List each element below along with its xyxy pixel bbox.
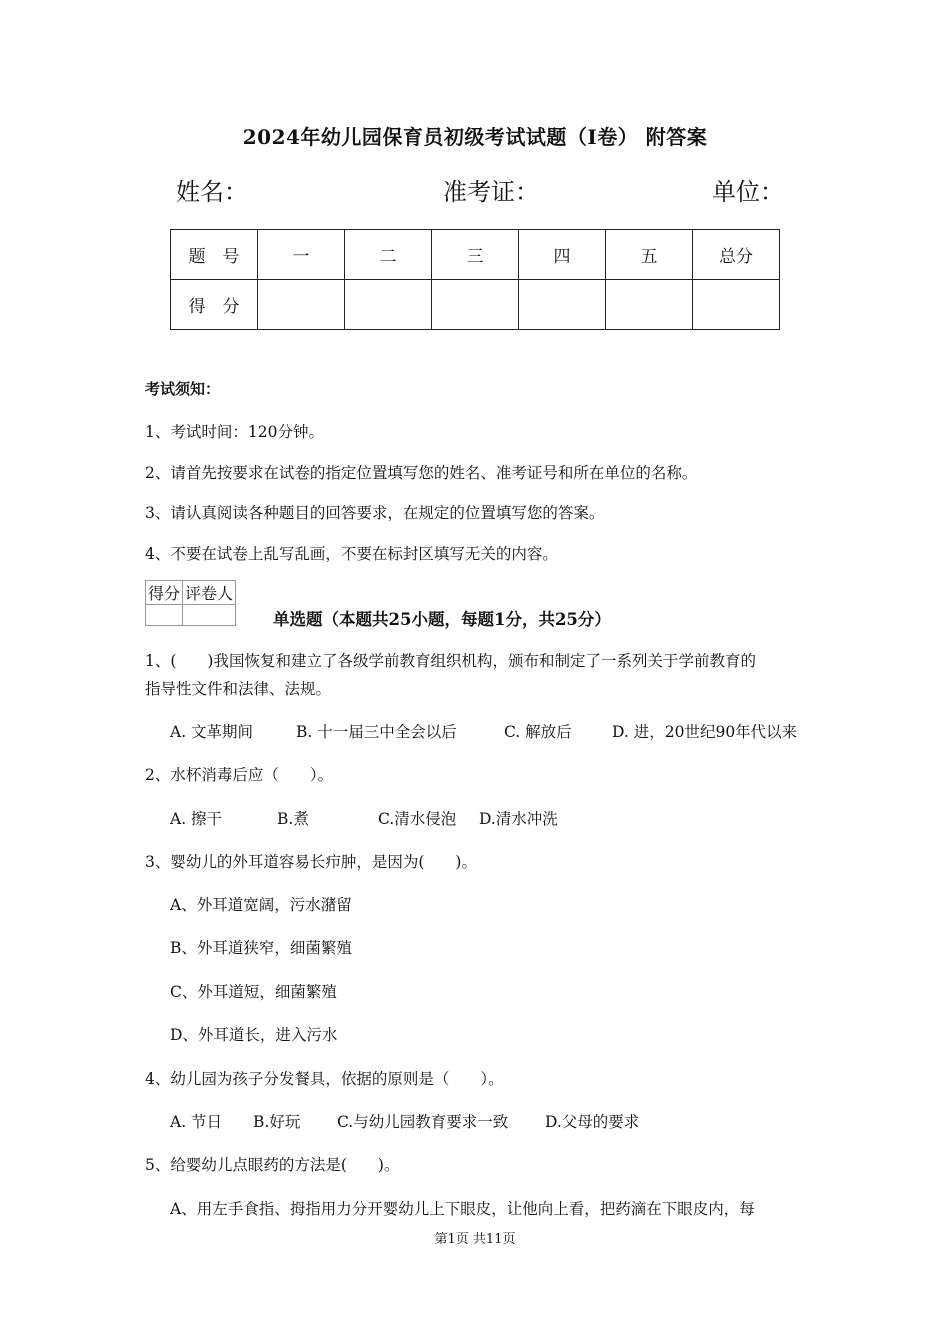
page-footer: 第1页 共11页: [434, 1232, 516, 1247]
question-2: 2、水杯消毒后应（ ）。: [145, 766, 334, 784]
q4-option-c[interactable]: C.与幼儿园教育要求一致: [337, 1113, 509, 1131]
score-header-cell: 五: [606, 230, 693, 280]
name-field-label: 姓名：: [176, 178, 248, 206]
section-title: 单选题（本题共25小题，每题1分，共25分）: [273, 610, 611, 629]
grader-box: [145, 580, 236, 626]
q1-option-b[interactable]: B. 十一届三中全会以后: [296, 723, 457, 741]
score-cell[interactable]: [258, 280, 345, 330]
q2-option-a[interactable]: A. 擦干: [170, 810, 223, 828]
score-cell[interactable]: [432, 280, 519, 330]
q1-option-a[interactable]: A. 文革期间: [170, 723, 254, 741]
q3-option-a[interactable]: A、外耳道宽阔，污水潴留: [170, 896, 352, 914]
score-header-cell: 题 号: [171, 230, 258, 280]
q2-option-b[interactable]: B.煮: [277, 810, 309, 828]
score-header-cell: 一: [258, 230, 345, 280]
question-3: 3、婴幼儿的外耳道容易长疖肿，是因为( )。: [145, 853, 477, 871]
q3-option-b[interactable]: B、外耳道狭窄，细菌繁殖: [170, 939, 352, 957]
grader-reviewer-label: 评卷人: [183, 581, 236, 605]
score-table: [170, 229, 780, 330]
q4-option-d[interactable]: D.父母的要求: [545, 1113, 640, 1131]
page-title: 2024年幼儿园保育员初级考试试题（I卷） 附答案: [242, 125, 708, 149]
question-1-line-1: 1、( )我国恢复和建立了各级学前教育组织机构，颁布和制定了一系列关于学前教育的: [145, 652, 756, 670]
question-5: 5、给婴幼儿点眼药的方法是( )。: [145, 1156, 400, 1174]
unit-field-label: 单位：: [712, 178, 784, 206]
grader-reviewer-cell[interactable]: [183, 605, 236, 626]
q5-option-a[interactable]: A、用左手食指、拇指用力分开婴幼儿上下眼皮，让他向上看，把药滴在下眼皮内，每: [170, 1200, 755, 1218]
q4-option-b[interactable]: B.好玩: [253, 1113, 301, 1131]
q3-option-d[interactable]: D、外耳道长，进入污水: [170, 1026, 338, 1044]
notice-item: 4、不要在试卷上乱写乱画，不要在标封区填写无关的内容。: [145, 545, 558, 563]
q1-option-c[interactable]: C. 解放后: [504, 723, 572, 741]
score-cell[interactable]: [606, 280, 693, 330]
q3-option-c[interactable]: C、外耳道短，细菌繁殖: [170, 983, 337, 1001]
grader-score-label: 得分: [146, 581, 183, 605]
q4-option-a[interactable]: A. 节日: [170, 1113, 223, 1131]
score-header-cell: 三: [432, 230, 519, 280]
question-1-line-2: 指导性文件和法律、法规。: [145, 680, 332, 698]
exam-id-field-label: 准考证：: [443, 178, 539, 206]
notice-heading: 考试须知：: [145, 380, 221, 398]
score-row-label: 得 分: [171, 280, 258, 330]
score-table-header-row: [171, 230, 780, 280]
notice-item: 3、请认真阅读各种题目的回答要求，在规定的位置填写您的答案。: [145, 504, 605, 522]
notice-item: 2、请首先按要求在试卷的指定位置填写您的姓名、准考证号和所在单位的名称。: [145, 464, 698, 482]
score-cell[interactable]: [519, 280, 606, 330]
score-table-score-row: [171, 280, 780, 330]
notice-item: 1、考试时间：120分钟。: [145, 423, 324, 441]
question-4: 4、幼儿园为孩子分发餐具，依据的原则是（ ）。: [145, 1070, 504, 1088]
score-cell[interactable]: [693, 280, 780, 330]
score-header-cell: 四: [519, 230, 606, 280]
q2-option-d[interactable]: D.清水冲洗: [479, 810, 558, 828]
q1-option-d[interactable]: D. 进，20世纪90年代以来: [612, 723, 798, 741]
score-header-cell: 二: [345, 230, 432, 280]
score-header-cell: 总分: [693, 230, 780, 280]
grader-score-cell[interactable]: [146, 605, 183, 626]
q2-option-c[interactable]: C.清水侵泡: [378, 810, 457, 828]
score-cell[interactable]: [345, 280, 432, 330]
